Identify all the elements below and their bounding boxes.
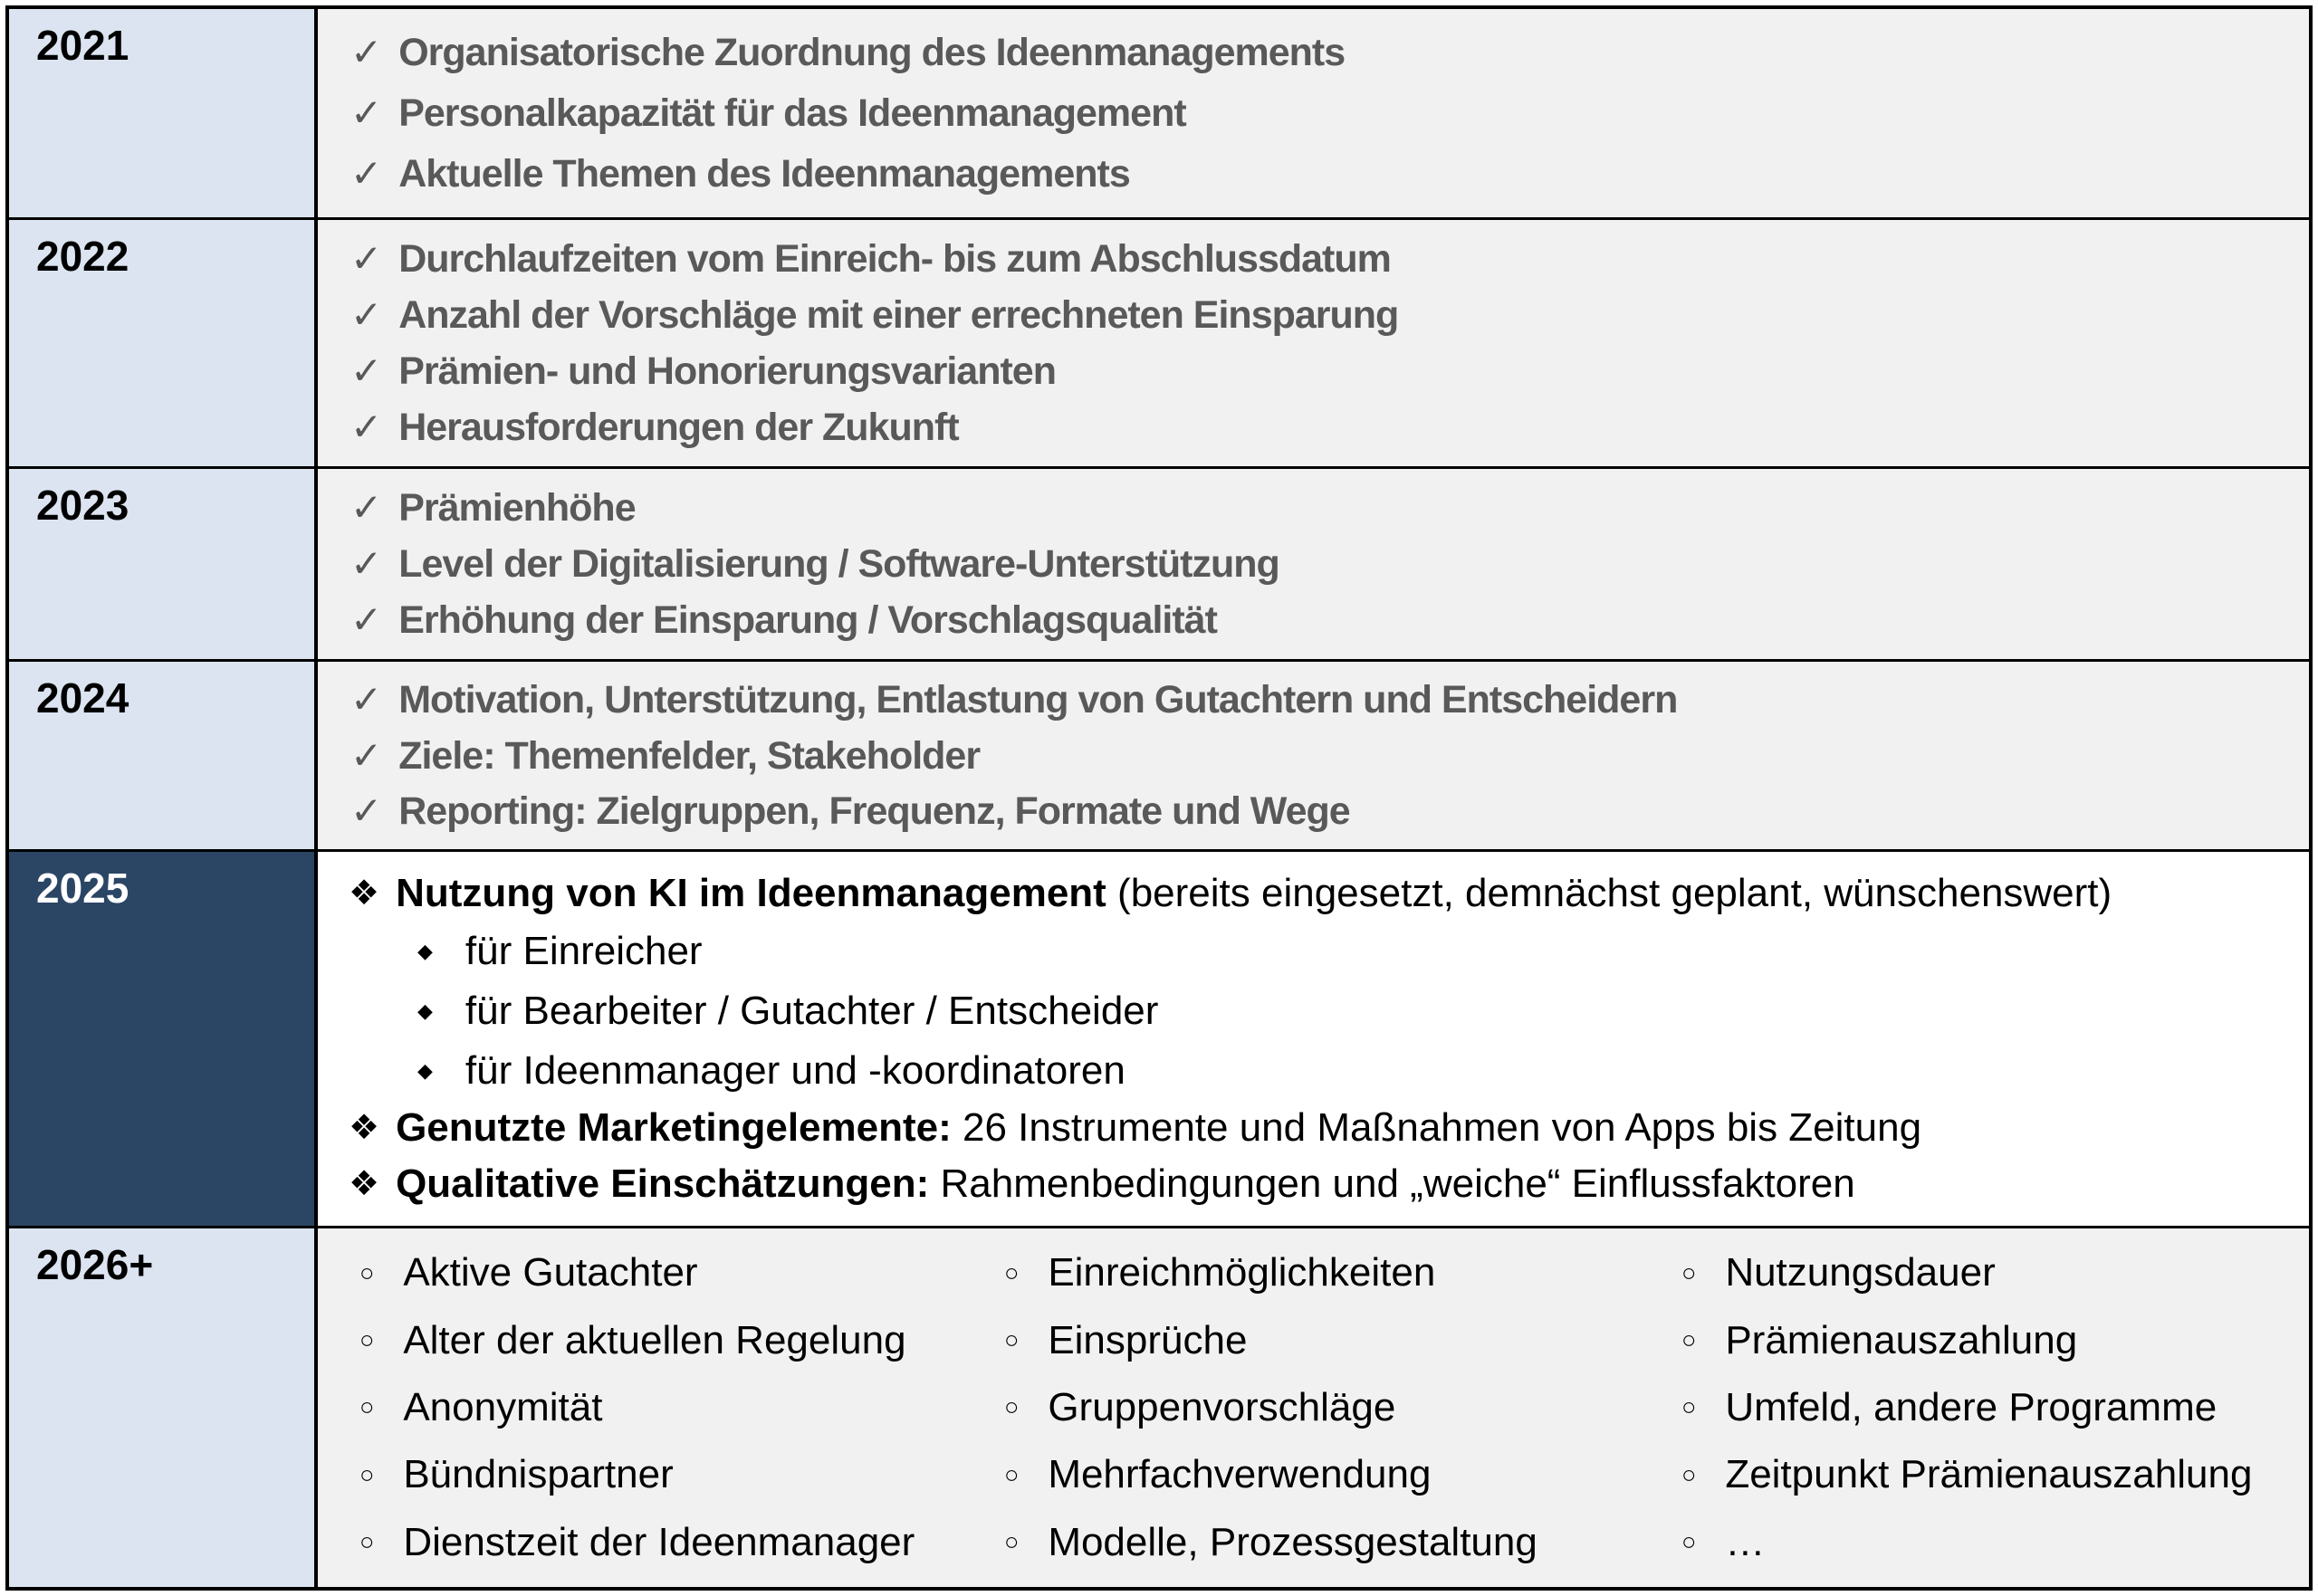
checkmark-icon: ✓ — [350, 486, 383, 529]
topic-text: Prämien- und Honorierungsvarianten — [398, 349, 1056, 393]
list-item — [350, 30, 2291, 75]
list-item — [350, 788, 2291, 834]
topic-text: Gruppenvorschläge — [1048, 1384, 1396, 1429]
list-item — [359, 1441, 1004, 1508]
list-item — [350, 292, 2291, 338]
year-row-2021 — [9, 9, 2309, 217]
year-row-2025 — [9, 849, 2309, 1226]
topic-text: Prämienhöhe — [398, 486, 636, 530]
circle-bullet-icon: ○ — [1004, 1460, 1020, 1488]
checkmark-icon: ✓ — [350, 598, 383, 641]
circle-bullet-icon: ○ — [1004, 1258, 1020, 1286]
topic-text: für Bearbeiter / Gutachter / Entscheider — [465, 988, 1159, 1033]
year-label: 2021 — [36, 22, 129, 69]
circle-bullet-icon: ○ — [1004, 1528, 1020, 1556]
checkmark-icon: ✓ — [350, 293, 383, 336]
year-row-2024 — [9, 659, 2309, 849]
topic-text: Erhöhung der Einsparung / Vorschlagsqualität — [398, 598, 1217, 642]
circle-bullet-icon: ○ — [359, 1393, 375, 1421]
small-diamond-bullet-icon: ◆ — [417, 1058, 433, 1082]
circle-bullet-icon: ○ — [359, 1460, 375, 1488]
checkmark-icon: ✓ — [350, 733, 383, 777]
circle-bullet-icon: ○ — [1681, 1326, 1697, 1354]
diamond-bullet-icon: ❖ — [349, 1165, 380, 1204]
topic-text: Anonymität — [403, 1384, 603, 1429]
year-cell — [9, 852, 318, 1226]
small-diamond-bullet-icon: ◆ — [417, 939, 433, 962]
list-item — [1004, 1239, 1681, 1306]
list-item — [349, 871, 2291, 916]
list-item-group — [349, 871, 2291, 1094]
topic-text: Dienstzeit der Ideenmanager — [403, 1519, 915, 1564]
year-label: 2024 — [36, 674, 129, 722]
list-item — [1681, 1509, 2300, 1576]
diamond-bullet-icon: ❖ — [349, 1108, 380, 1147]
list-item — [359, 1239, 1004, 1306]
topic-text — [396, 871, 2112, 916]
circle-bullet-icon: ○ — [1004, 1326, 1020, 1354]
topic-text: Motivation, Unterstützung, Entlastung von Gutachtern und Entscheidern — [398, 678, 1678, 722]
small-diamond-bullet-icon: ◆ — [417, 999, 433, 1022]
topic-text: Ziele: Themenfelder, Stakeholder — [398, 733, 981, 778]
topic-text: Einreichmöglichkeiten — [1048, 1250, 1436, 1295]
checkmark-icon: ✓ — [350, 152, 383, 195]
topic-text: Alter der aktuellen Regelung — [403, 1317, 906, 1362]
topic-text: Nutzungsdauer — [1725, 1250, 1996, 1295]
topic-text: Personalkapazität für das Ideenmanagement — [398, 91, 1186, 135]
circle-bullet-icon: ○ — [1681, 1460, 1697, 1488]
topic-text: Zeitpunkt Prämienauszahlung — [1725, 1452, 2253, 1497]
checkmark-icon: ✓ — [350, 91, 383, 134]
topic-text: Aktive Gutachter — [403, 1250, 698, 1295]
year-cell — [9, 220, 318, 466]
topic-text: Durchlaufzeiten vom Einreich- bis zum Abschlussdatum — [398, 237, 1391, 281]
list-item — [350, 485, 2291, 530]
list-item — [1004, 1441, 1681, 1508]
list-item — [350, 91, 2291, 136]
topic-text: Aktuelle Themen des Ideenmanagements — [398, 152, 1130, 196]
list-item — [1004, 1306, 1681, 1373]
sub-list — [349, 929, 2291, 1094]
topic-rest-text: 26 Instrumente und Maßnahmen von Apps bis Zeitung — [951, 1104, 1922, 1150]
list-item — [359, 1306, 1004, 1373]
year-cell — [9, 662, 318, 849]
topic-text: Bündnispartner — [403, 1452, 674, 1497]
topic-text: Level der Digitalisierung / Software-Unterstützung — [398, 542, 1279, 586]
circle-bullet-icon: ○ — [1681, 1528, 1697, 1556]
list-item — [350, 405, 2291, 450]
list-item — [349, 1105, 2291, 1151]
yearly-topics-table — [5, 5, 2313, 1591]
list-item — [359, 1374, 1004, 1441]
topic-text: Herausforderungen der Zukunft — [398, 406, 959, 449]
topic-text: Prämienauszahlung — [1725, 1317, 2078, 1362]
topic-lead-text: Genutzte Marketingelemente: — [396, 1104, 952, 1150]
list-item — [350, 597, 2291, 643]
topics-list — [318, 662, 2309, 849]
topics-list — [318, 852, 2309, 1226]
year-row-2023 — [9, 466, 2309, 659]
topics-list — [318, 469, 2309, 659]
topic-text — [396, 1105, 1921, 1151]
sub-list-item — [417, 929, 2291, 974]
year-cell — [9, 469, 318, 659]
checkmark-icon: ✓ — [350, 349, 383, 392]
list-item — [1004, 1374, 1681, 1441]
list-item — [1681, 1239, 2300, 1306]
topic-text — [396, 1161, 1855, 1207]
list-item — [350, 733, 2291, 779]
list-item-group — [349, 1105, 2291, 1151]
topic-lead-text: Qualitative Einschätzungen: — [396, 1161, 930, 1207]
topics-list — [318, 220, 2309, 466]
checkmark-icon: ✓ — [350, 788, 383, 832]
sub-list-item — [417, 1048, 2291, 1094]
sub-list-item — [417, 989, 2291, 1034]
list-item — [1681, 1306, 2300, 1373]
list-item — [1681, 1441, 2300, 1508]
topic-lead-text: Nutzung von KI im Ideenmanagement — [396, 870, 1106, 915]
year-row-2022 — [9, 217, 2309, 466]
topic-text: für Einreicher — [465, 928, 703, 973]
topic-rest-text: Rahmenbedingungen und „weiche“ Einflussfaktoren — [929, 1161, 1855, 1207]
circle-bullet-icon: ○ — [359, 1258, 375, 1286]
year-label: 2026+ — [36, 1241, 154, 1288]
checkmark-icon: ✓ — [350, 542, 383, 585]
circle-bullet-icon: ○ — [1681, 1393, 1697, 1421]
topic-rest-text: (bereits eingesetzt, demnächst geplant, wünschenswert) — [1106, 870, 2112, 915]
checkmark-icon: ✓ — [350, 406, 383, 448]
list-item — [350, 677, 2291, 722]
topic-text: Modelle, Prozessgestaltung — [1048, 1519, 1537, 1564]
checkmark-icon: ✓ — [350, 237, 383, 280]
topics-list — [318, 9, 2309, 217]
year-cell — [9, 9, 318, 217]
year-label: 2025 — [36, 865, 129, 912]
topic-text: Reporting: Zielgruppen, Frequenz, Formate und Wege — [398, 788, 1350, 833]
topic-text: Mehrfachverwendung — [1048, 1452, 1432, 1497]
checkmark-icon: ✓ — [350, 31, 383, 73]
topics-columns — [318, 1228, 2309, 1587]
list-item — [349, 1161, 2291, 1207]
list-item-group — [349, 1161, 2291, 1207]
list-item — [350, 151, 2291, 196]
list-item — [350, 349, 2291, 394]
circle-bullet-icon: ○ — [1681, 1258, 1697, 1286]
circle-bullet-icon: ○ — [359, 1326, 375, 1354]
topic-text: Anzahl der Vorschläge mit einer errechneten Einsparung — [398, 293, 1399, 337]
diamond-bullet-icon: ❖ — [349, 874, 380, 913]
list-item — [350, 236, 2291, 282]
list-item — [359, 1509, 1004, 1576]
topic-text: für Ideenmanager und -koordinatoren — [465, 1047, 1125, 1093]
year-label: 2023 — [36, 482, 129, 529]
topic-text: Organisatorische Zuordnung des Ideenmanagements — [398, 31, 1346, 74]
topic-text: Umfeld, andere Programme — [1725, 1384, 2217, 1429]
list-item — [1004, 1509, 1681, 1576]
circle-bullet-icon: ○ — [359, 1528, 375, 1556]
year-row-2026+ — [9, 1226, 2309, 1587]
list-item — [350, 541, 2291, 587]
checkmark-icon: ✓ — [350, 678, 383, 722]
list-item — [1681, 1374, 2300, 1441]
year-label: 2022 — [36, 233, 129, 280]
circle-bullet-icon: ○ — [1004, 1393, 1020, 1421]
topic-text: Einsprüche — [1048, 1317, 1248, 1362]
year-cell — [9, 1228, 318, 1587]
topic-text: … — [1725, 1519, 1766, 1564]
